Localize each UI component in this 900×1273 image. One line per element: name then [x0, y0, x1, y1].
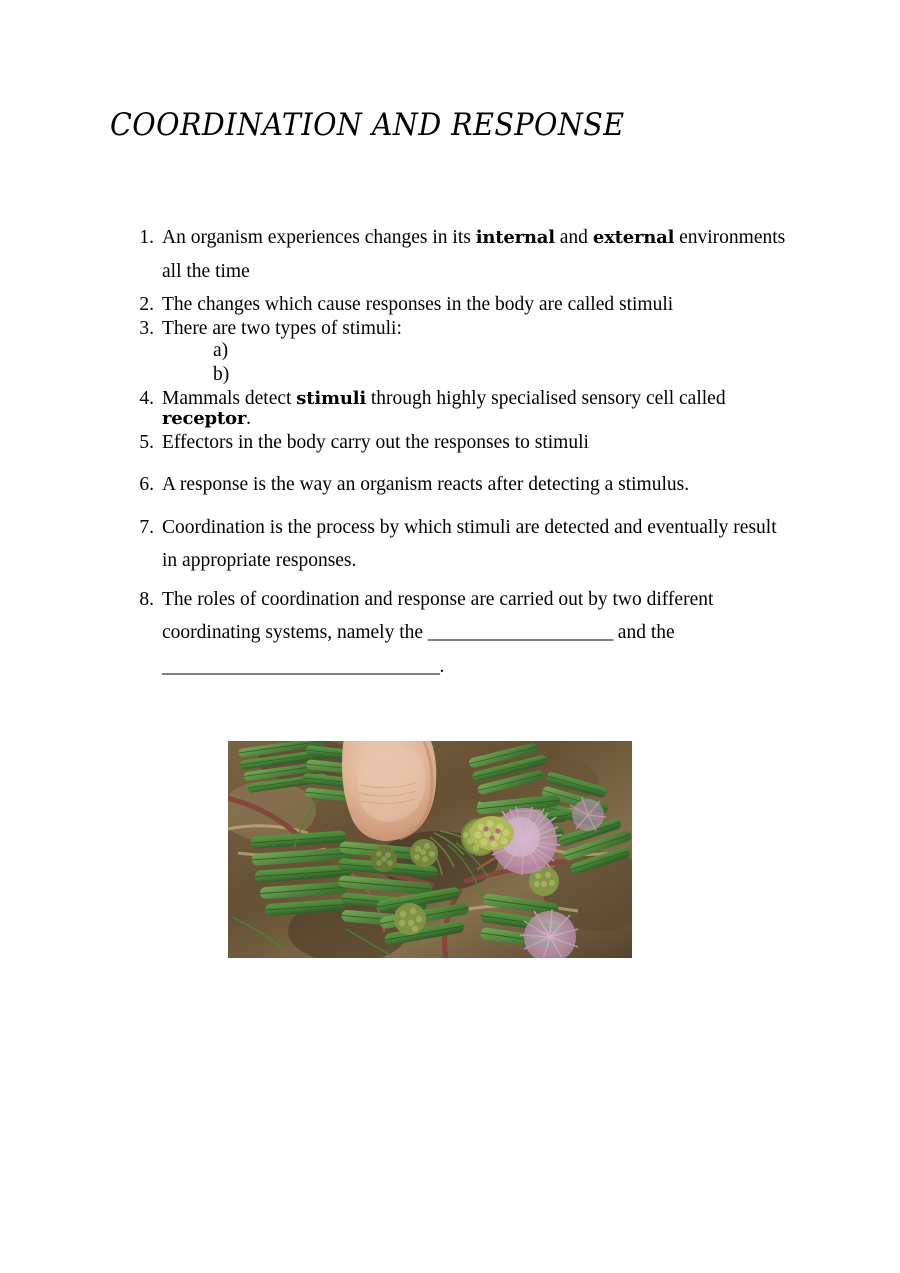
list-item-7-text: Coordination is the process by which stimuli are detected and eventually result in appropriate responses. — [162, 516, 777, 572]
item8-blank-2[interactable]: ______________________________ — [162, 656, 440, 677]
item4-part-b: through highly specialised sensory cell called — [366, 388, 726, 410]
mimosa-pudica-photo — [228, 741, 632, 958]
item1-part-b: and — [554, 227, 593, 248]
list-item-1-number: 1. — [139, 227, 154, 248]
list-item-8 — [128, 583, 788, 684]
item1-bold-internal: internal — [475, 227, 555, 248]
list-item-4 — [128, 389, 788, 429]
list-item-6-text: A response is the way an organism reacts after detecting a stimulus. — [162, 474, 690, 495]
spacer — [128, 453, 788, 475]
list-item-2-text: The changes which cause responses in the body are called stimuli — [162, 294, 674, 316]
page-title: COORDINATION AND RESPONSE — [110, 107, 625, 143]
list-item-7-number: 7. — [139, 516, 154, 538]
item4-bold-receptor: receptor — [162, 408, 247, 430]
list-item-2 — [128, 295, 788, 315]
spacer — [128, 495, 788, 511]
list-item-6-number: 6. — [139, 474, 154, 495]
numbered-list — [128, 221, 788, 684]
list-item-4-number: 4. — [139, 388, 154, 410]
list-item-2-number: 2. — [139, 294, 154, 316]
item8-blank-1[interactable]: ____________________ — [427, 622, 613, 644]
list-item-8-text — [162, 583, 788, 684]
list-item-5 — [128, 433, 788, 453]
mimosa-pudica-illustration — [228, 741, 632, 958]
list-item-1-text — [162, 221, 788, 288]
list-item-4-text — [162, 389, 788, 429]
item1-part-c: environments all the time — [162, 227, 786, 282]
list-item-5-text: Effectors in the body carry out the responses to stimuli — [162, 432, 589, 454]
item1-part-a: An organism experiences changes in its — [162, 227, 476, 248]
item8-part-a: The roles of coordination and response are carried out by two different coordinating systems, namely the — [162, 588, 714, 644]
item1-bold-external: external — [592, 227, 675, 248]
list-item-3 — [128, 319, 788, 339]
item4-part-a: Mammals detect — [162, 388, 297, 410]
list-item-7 — [128, 511, 788, 578]
list-item-1 — [128, 221, 788, 288]
list-item-3-number: 3. — [139, 317, 154, 339]
item4-bold-stimuli: stimuli — [296, 388, 366, 410]
list-item-3-text: There are two types of stimuli: — [162, 317, 402, 339]
list-item-8-number: 8. — [139, 588, 154, 610]
item4-part-c: . — [246, 408, 252, 430]
list-item-5-number: 5. — [139, 432, 154, 454]
list-item-3-sub-a: a) — [213, 339, 229, 361]
list-item-3-sub-b: b) — [213, 363, 230, 385]
item8-part-c: . — [439, 656, 445, 677]
list-item-6 — [128, 475, 788, 495]
item8-part-b: and the — [612, 622, 675, 644]
